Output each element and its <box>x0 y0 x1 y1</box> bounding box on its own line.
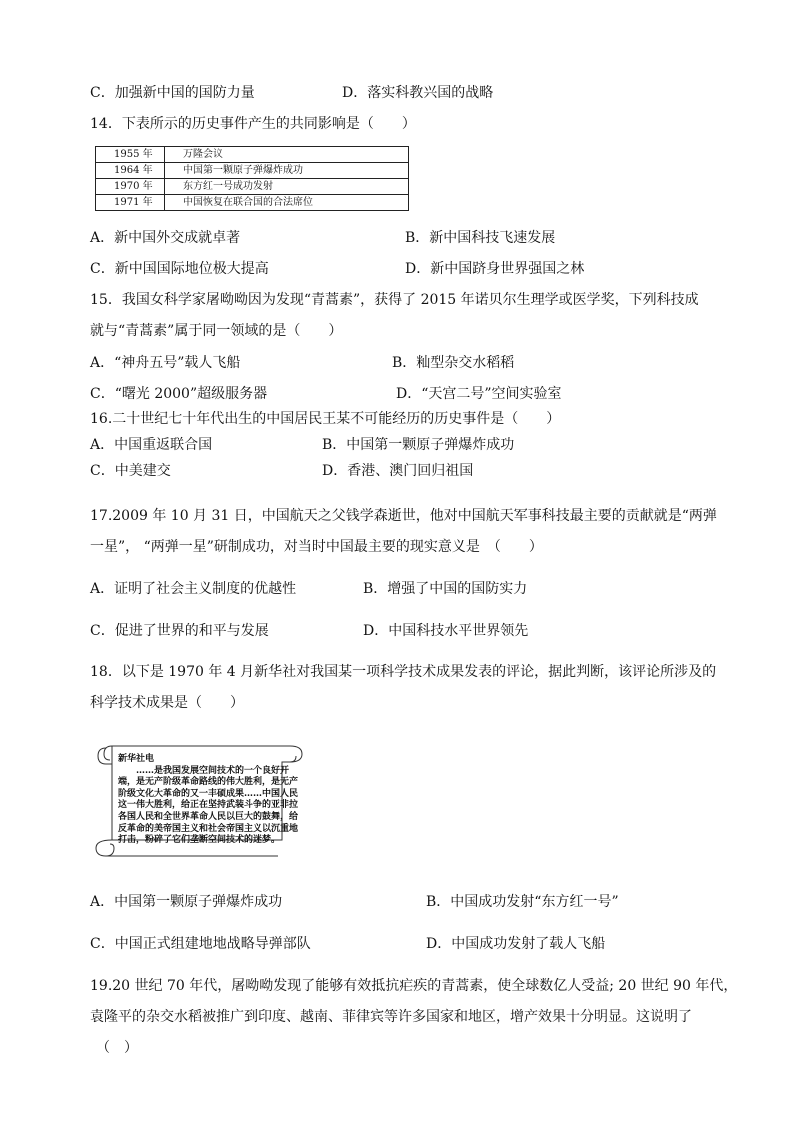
q16-option-b: B．中国第一颗原子弹爆炸成功 <box>322 437 515 453</box>
table-cell-event: 东方红一号成功发射 <box>165 179 409 195</box>
q14-event-table <box>95 146 409 211</box>
q14-option-c: C．新中国国际地位极大提高 <box>90 261 269 277</box>
q15-option-a: A．“神舟五号”载人飞船 <box>90 355 241 371</box>
q13-option-d: D．落实科教兴国的战略 <box>342 85 494 101</box>
q15-option-d: D．“天宫二号”空间实验室 <box>396 386 562 402</box>
q17-option-a: A．证明了社会主义制度的优越性 <box>90 581 297 597</box>
q13-option-c: C．加强新中国的国防力量 <box>90 85 255 101</box>
q18-option-d: D．中国成功发射了载人飞船 <box>426 936 606 952</box>
q19-stem-line1: 19.20 世纪 70 年代，屠呦呦发现了能够有效抵抗疟疾的青蒿素，使全球数亿人受益; 20 世纪 90 年代， <box>90 978 738 994</box>
scroll-body: ……是我国发展空间技术的一个良好开端，是无产阶级革命路线的伟大胜利，是无产阶级文化大革命的又一丰硕成果……中国人民这一伟大胜利，给正在坚持武装斗争的亚非拉各国人民和全世界革命人民以巨大的鼓舞，给反革命的美帝国主义和社会帝国主义以沉重地打击，粉碎了它们垄断空间技术的迷梦。 <box>118 765 299 846</box>
q14-stem: 14．下表所示的历史事件产生的共同影响是（ ） <box>90 116 416 132</box>
table-cell-year: 1970 年 <box>96 179 165 195</box>
q17-option-b: B．增强了中国的国防实力 <box>363 581 528 597</box>
q18-option-a: A．中国第一颗原子弹爆炸成功 <box>90 894 283 910</box>
table-cell-event: 中国第一颗原子弹爆炸成功 <box>165 163 409 179</box>
q17-stem-line1: 17.2009 年 10 月 31 日，中国航天之父钱学森逝世，他对中国航天军事科技最主要的贡献就是“两弹 <box>90 508 717 524</box>
q15-stem-line2: 就与“青蒿素”属于同一领域的是（ ） <box>90 323 343 339</box>
q16-option-a: A．中国重返联合国 <box>90 437 213 453</box>
q18-option-b: B．中国成功发射“东方红一号” <box>426 894 619 910</box>
scroll-heading: 新华社电 <box>118 754 155 764</box>
q16-stem: 16.二十世纪七十年代出生的中国居民王某不可能经历的历史事件是（ ） <box>90 411 561 427</box>
scroll-news-text <box>118 754 298 847</box>
q19-stem-line3: （ ） <box>96 1040 138 1056</box>
table-cell-year: 1971 年 <box>96 195 165 211</box>
q17-stem-line2: 一星”， “两弹一星”研制成功，对当时中国最主要的现实意义是 （ ） <box>90 539 543 555</box>
q17-option-d: D．中国科技水平世界领先 <box>363 623 529 639</box>
q16-option-d: D．香港、澳门回归祖国 <box>322 463 474 479</box>
q16-option-c: C．中美建交 <box>90 463 171 479</box>
table-row <box>96 195 409 211</box>
q14-option-b: B．新中国科技飞速发展 <box>405 230 556 246</box>
q14-option-d: D．新中国跻身世界强国之林 <box>405 261 585 277</box>
q18-stem-line2: 科学技术成果是（ ） <box>90 695 244 711</box>
table-cell-year: 1955 年 <box>96 147 165 163</box>
q15-option-b: B．籼型杂交水稻稻 <box>392 355 515 371</box>
q18-option-c: C．中国正式组建地地战略导弹部队 <box>90 936 311 952</box>
table-row <box>96 179 409 195</box>
table-row <box>96 163 409 179</box>
q15-option-c: C．“曙光 2000”超级服务器 <box>90 386 268 402</box>
table-row <box>96 147 409 163</box>
table-cell-event: 中国恢复在联合国的合法席位 <box>165 195 409 211</box>
q18-stem-line1: 18．以下是 1970 年 4 月新华社对我国某一项科学技术成果发表的评论，据此判断，该评论所涉及的 <box>90 664 717 680</box>
q14-option-a: A．新中国外交成就卓著 <box>90 230 241 246</box>
table-cell-event: 万隆会议 <box>165 147 409 163</box>
q15-stem-line1: 15．我国女科学家屠呦呦因为发现“青蒿素”，获得了 2015 年诺贝尔生理学或医学奖，下列科技成 <box>90 292 699 308</box>
q19-stem-line2: 袁隆平的杂交水稻被推广到印度、越南、菲律宾等许多国家和地区，增产效果十分明显。这说明了 <box>90 1009 692 1025</box>
q17-option-c: C．促进了世界的和平与发展 <box>90 623 269 639</box>
table-cell-year: 1964 年 <box>96 163 165 179</box>
